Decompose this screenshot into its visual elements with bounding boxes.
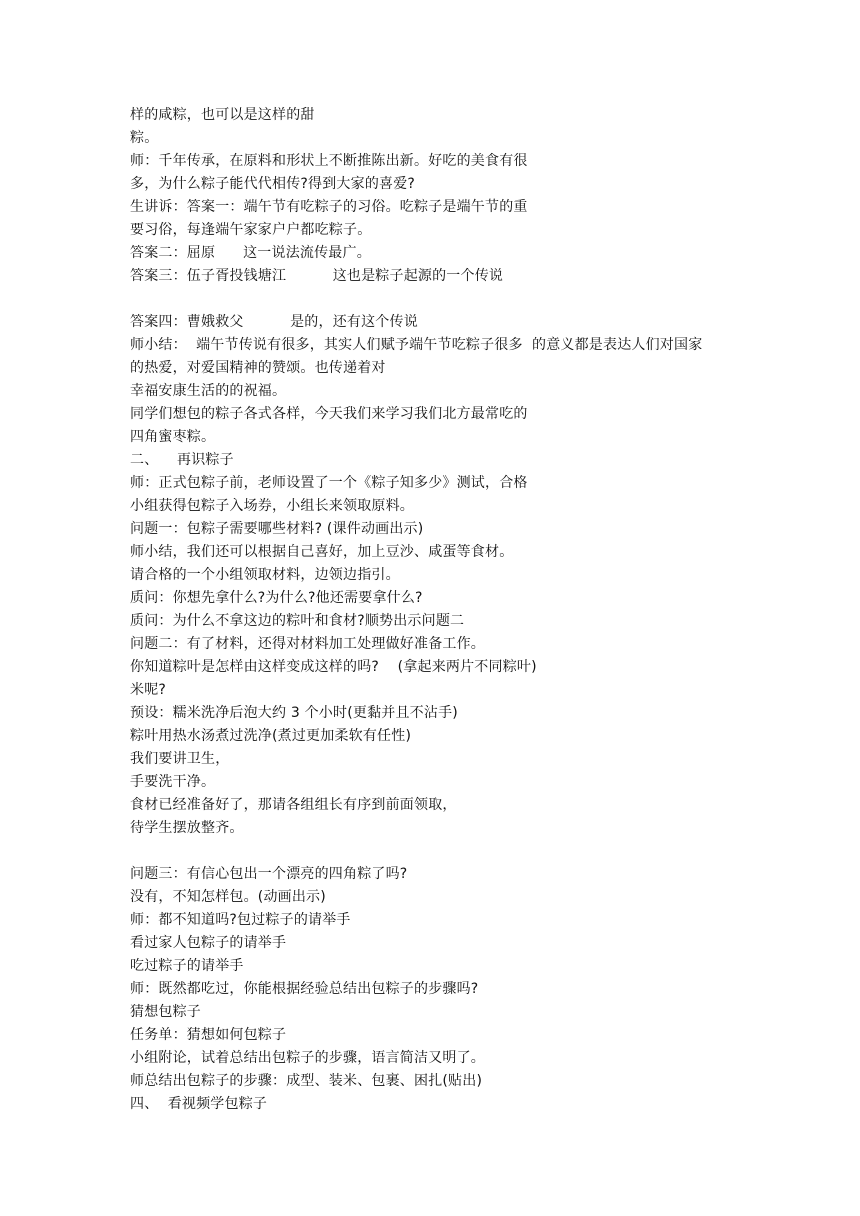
text-line: 四角蜜枣粽。 xyxy=(130,429,216,445)
text-line: 问题二：有了材料，还得对材料加工处理做好准备工作。 xyxy=(130,636,485,652)
text-line: 幸福安康生活的的祝福。 xyxy=(130,383,287,399)
text-line: 吃过粽子的请举手 xyxy=(130,958,244,974)
text-line: 待学生摆放整齐。 xyxy=(130,820,244,836)
text-line: 师小结： 端午节传说有很多，其实人们赋予端午节吃粽子很多 的意义都是表达人们对国家 xyxy=(130,337,703,353)
text-line: 样的咸粽，也可以是这样的甜 xyxy=(130,107,315,123)
text-line: 师：既然都吃过，你能根据经验总结出包粽子的步骤吗? xyxy=(130,981,479,997)
text-line: 师：千年传承，在原料和形状上不断推陈出新。好吃的美食有很 xyxy=(130,153,528,169)
text-line: 师小结，我们还可以根据自己喜好，加上豆沙、咸蛋等食材。 xyxy=(130,544,514,560)
text-line: 问题三：有信心包出一个漂亮的四角粽了吗? xyxy=(130,866,408,882)
text-line: 我们要讲卫生， xyxy=(130,751,230,767)
blank-line xyxy=(130,840,770,863)
section-heading: 二、 再识粽子 xyxy=(130,452,234,468)
blank-line xyxy=(130,288,770,311)
document-body xyxy=(130,104,770,1116)
text-line: 师：正式包粽子前，老师设置了一个《粽子知多少》测试，合格 xyxy=(130,475,528,491)
text-line: 任务单：猜想如何包粽子 xyxy=(130,1027,287,1043)
text-line: 你知道粽叶是怎样由这样变成这样的吗? (拿起来两片不同粽叶) xyxy=(130,659,537,675)
text-line: 请合格的一个小组领取材料，边领边指引。 xyxy=(130,567,400,583)
text-line: 米呢? xyxy=(130,682,167,698)
text-line: 小组附论，试着总结出包粽子的步骤，语言简洁又明了。 xyxy=(130,1050,485,1066)
text-line: 看过家人包粽子的请举手 xyxy=(130,935,287,951)
text-line: 没有，不知怎样包。(动画出示) xyxy=(130,889,326,905)
text-line: 质问：为什么不拿这边的粽叶和食材?顺势出示问题二 xyxy=(130,613,465,629)
text-line: 预设：糯米洗净后泡大约 3 个小时(更黏并且不沾手) xyxy=(130,705,458,721)
text-line: 小组获得包粽子入场券，小组长来领取原料。 xyxy=(130,498,414,514)
text-line: 猜想包粽子 xyxy=(130,1004,201,1020)
text-line: 的热爱，对爱国精神的赞颂。也传递着对 xyxy=(130,360,386,376)
section-heading: 四、 看视频学包粽子 xyxy=(130,1096,268,1112)
text-line: 生讲诉：答案一：端午节有吃粽子的习俗。吃粽子是端午节的重 xyxy=(130,199,528,215)
text-line: 质问：你想先拿什么?为什么?他还需要拿什么? xyxy=(130,590,423,606)
text-line: 答案三：伍子胥投钱塘江 这也是粽子起源的一个传说 xyxy=(130,268,504,284)
text-line: 粽叶用热水汤煮过洗净(煮过更加柔软有任性) xyxy=(130,728,412,744)
text-line: 师：都不知道吗?包过粽子的请举手 xyxy=(130,912,351,928)
text-line: 答案四：曹娥救父 是的，还有这个传说 xyxy=(130,314,418,330)
text-line: 师总结出包粽子的步骤：成型、装米、包裹、困扎(贴出) xyxy=(130,1073,483,1089)
text-line: 同学们想包的粽子各式各样，今天我们来学习我们北方最常吃的 xyxy=(130,406,528,422)
text-line: 答案二：屈原 这一说法流传最广。 xyxy=(130,245,371,261)
text-line: 手要洗干净。 xyxy=(130,774,216,790)
text-line: 要习俗，每逢端午家家户户都吃粽子。 xyxy=(130,222,372,238)
text-line: 食材已经准备好了，那请各组组长有序到前面领取， xyxy=(130,797,457,813)
text-line: 粽。 xyxy=(130,130,159,146)
text-line: 多，为什么粽子能代代相传?得到大家的喜爱? xyxy=(130,176,416,192)
text-line: 问题一：包粽子需要哪些材料? (课件动画出示) xyxy=(130,521,424,537)
